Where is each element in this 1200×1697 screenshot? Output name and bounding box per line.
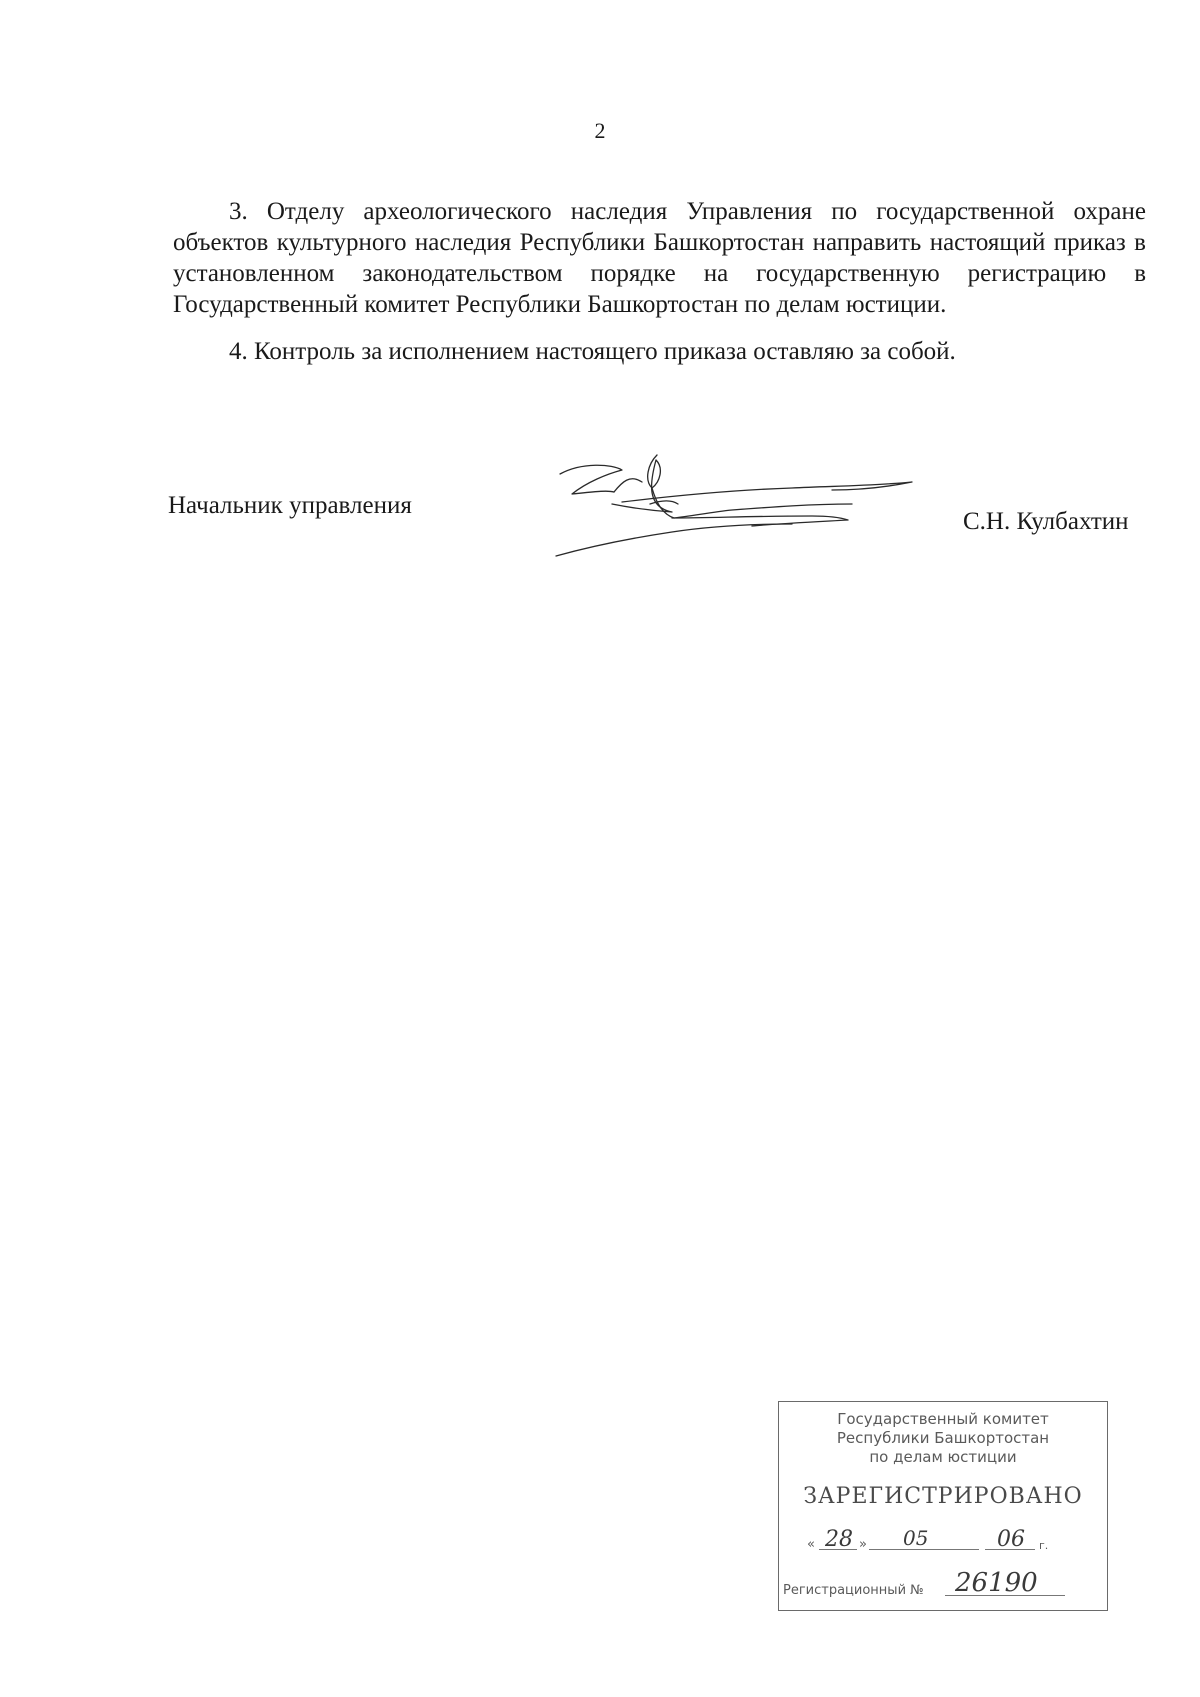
- stamp-open-quote: «: [807, 1537, 815, 1552]
- page-number: 2: [594, 118, 606, 143]
- handwritten-signature: [552, 452, 932, 582]
- stamp-reg-number: 26190: [955, 1568, 1038, 1598]
- stamp-line-3: по делам юстиции: [869, 1448, 1017, 1466]
- stamp-month: 05: [903, 1526, 929, 1550]
- paragraph-4: 4. Контроль за исполнением настоящего приказа оставляю за собой.: [229, 338, 956, 365]
- paragraph-3: 3. Отделу археологического наследия Управления по государственной охране объектов культурного наследия Республики Башкортостан направить настоящий приказ в установленном законодательством порядке на государственную регистрацию в Государственный комитет Республики Башкортостан по делам юстиции.: [173, 198, 1146, 318]
- stamp-year: 06: [997, 1527, 1025, 1552]
- document-body: [173, 196, 1146, 383]
- stamp-line-1: Государственный комитет: [837, 1410, 1049, 1428]
- signer-name: С.Н. Кулбахтин: [963, 508, 1129, 535]
- signer-title: Начальник управления: [168, 492, 412, 519]
- stamp-close-quote: »: [859, 1537, 867, 1552]
- stamp-reg-row: [783, 1568, 1103, 1602]
- stamp-line-2: Республики Башкортостан: [836, 1429, 1050, 1447]
- stamp-reg-label: Регистрационный №: [783, 1583, 924, 1598]
- stamp-status: ЗАРЕГИСТРИРОВАНО: [803, 1484, 1083, 1509]
- registration-stamp: [778, 1401, 1108, 1611]
- stamp-year-suffix: г.: [1039, 1539, 1049, 1552]
- stamp-date-row: [807, 1526, 1087, 1556]
- stamp-day: 28: [825, 1527, 853, 1552]
